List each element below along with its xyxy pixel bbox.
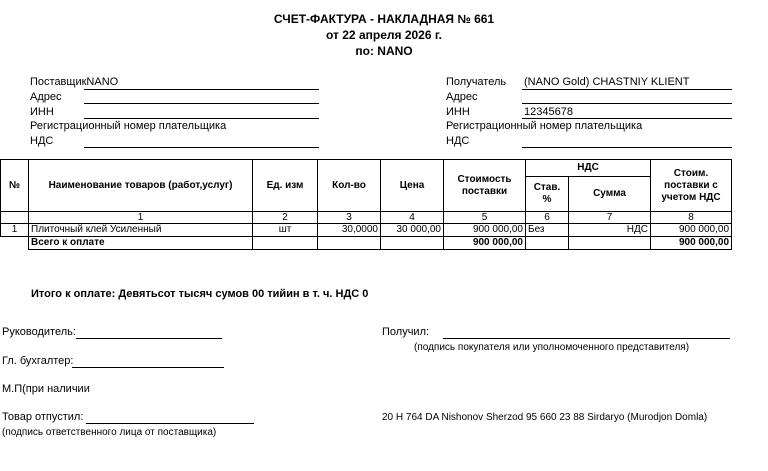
payment-summary: Итого к оплате: Девятьсот тысяч сумов 00 тийин в т. ч. НДС 0 (31, 288, 369, 300)
row-total: 900 000,00 (651, 224, 732, 237)
total-cost: 900 000,00 (444, 237, 526, 250)
col-number (1, 212, 29, 224)
total-empty (381, 237, 444, 250)
receiver-inn-value: 12345678 (524, 106, 573, 118)
receiver-inn-label: ИНН (446, 106, 470, 118)
receiver-address-line (522, 103, 732, 104)
row-sum: НДС (569, 224, 651, 237)
invoice-by: по: NANO (355, 44, 413, 58)
supplier-nds-label: НДС (30, 135, 54, 147)
receiver-value: (NANO Gold) CHASTNIY KLIENT (524, 76, 690, 88)
header-rate: Став. % (526, 177, 569, 212)
receiver-label: Получатель (446, 76, 507, 88)
accountant-signature-line (72, 367, 224, 368)
receiver-nds-line (522, 147, 732, 148)
total-spacer (1, 237, 29, 250)
supplier-address-label: Адрес (30, 91, 62, 103)
released-note: (подпись ответственного лица от поставщика) (2, 427, 217, 438)
head-signature-line (76, 338, 222, 339)
table-header-row (1, 160, 732, 177)
supplier-reg-label: Регистрационный номер плательщика (30, 120, 227, 132)
row-unit: шт (253, 224, 318, 237)
col-number: 8 (651, 212, 732, 224)
header-qty: Кол-во (318, 160, 381, 212)
header-unit: Ед. изм (253, 160, 318, 212)
row-no: 1 (1, 224, 29, 237)
released-signature-line (86, 423, 254, 424)
supplier-inn-line (84, 118, 319, 119)
items-table (0, 159, 732, 250)
total-row (1, 237, 732, 250)
total-empty (318, 237, 381, 250)
supplier-value: NANO (86, 76, 119, 88)
header-no: № (1, 160, 29, 212)
total-empty (253, 237, 318, 250)
row-qty: 30,0000 (318, 224, 381, 237)
supplier-line (84, 89, 319, 90)
col-number: 2 (253, 212, 318, 224)
column-number-row (1, 212, 732, 224)
col-number: 5 (444, 212, 526, 224)
invoice-title: СЧЕТ-ФАКТУРА - НАКЛАДНАЯ № 661 (273, 12, 495, 26)
received-note: (подпись покупателя или уполномоченного представителя) (414, 342, 690, 353)
invoice-date: от 22 апреля 2026 г. (326, 28, 442, 42)
supplier-inn-label: ИНН (30, 106, 54, 118)
head-signature-label: Руководитель: (2, 326, 76, 338)
accountant-signature-label: Гл. бухгалтер: (2, 355, 74, 367)
table-row (1, 224, 732, 237)
col-number: 3 (318, 212, 381, 224)
receiver-inn-line (522, 118, 732, 119)
receiver-address-label: Адрес (446, 91, 478, 103)
received-signature-line (443, 338, 730, 339)
receiver-reg-label: Регистрационный номер плательщика (446, 120, 643, 132)
header-total: Стоим. поставки с учетом НДС (651, 160, 732, 212)
row-name: Плиточный клей Усиленный (29, 224, 253, 237)
col-number: 7 (569, 212, 651, 224)
header-nds: НДС (526, 160, 651, 177)
proxy-info: 20 H 764 DA Nishonov Sherzod 95 660 23 88 Sirdaryo (Murodjon Domla) (382, 412, 708, 423)
supplier-address-line (84, 103, 319, 104)
row-price: 30 000,00 (381, 224, 444, 237)
col-number: 4 (381, 212, 444, 224)
header-name: Наименование товаров (работ,услуг) (29, 160, 253, 212)
total-empty (569, 237, 651, 250)
row-rate: Без (526, 224, 569, 237)
total-empty (526, 237, 569, 250)
header-price: Цена (381, 160, 444, 212)
stamp-label: М.П(при наличии (2, 383, 90, 395)
total-label: Всего к оплате (29, 237, 253, 250)
col-number: 6 (526, 212, 569, 224)
receiver-nds-label: НДС (446, 135, 470, 147)
col-number: 1 (29, 212, 253, 224)
supplier-label: ПоставщикNANO (30, 76, 119, 88)
supplier-nds-line (84, 147, 319, 148)
receiver-line (522, 89, 732, 90)
released-label: Товар отпустил: (2, 411, 84, 423)
header-sum: Сумма (569, 177, 651, 212)
received-label: Получил: (382, 326, 430, 338)
total-sum: 900 000,00 (651, 237, 732, 250)
header-cost: Стоимость поставки (444, 160, 526, 212)
row-cost: 900 000,00 (444, 224, 526, 237)
